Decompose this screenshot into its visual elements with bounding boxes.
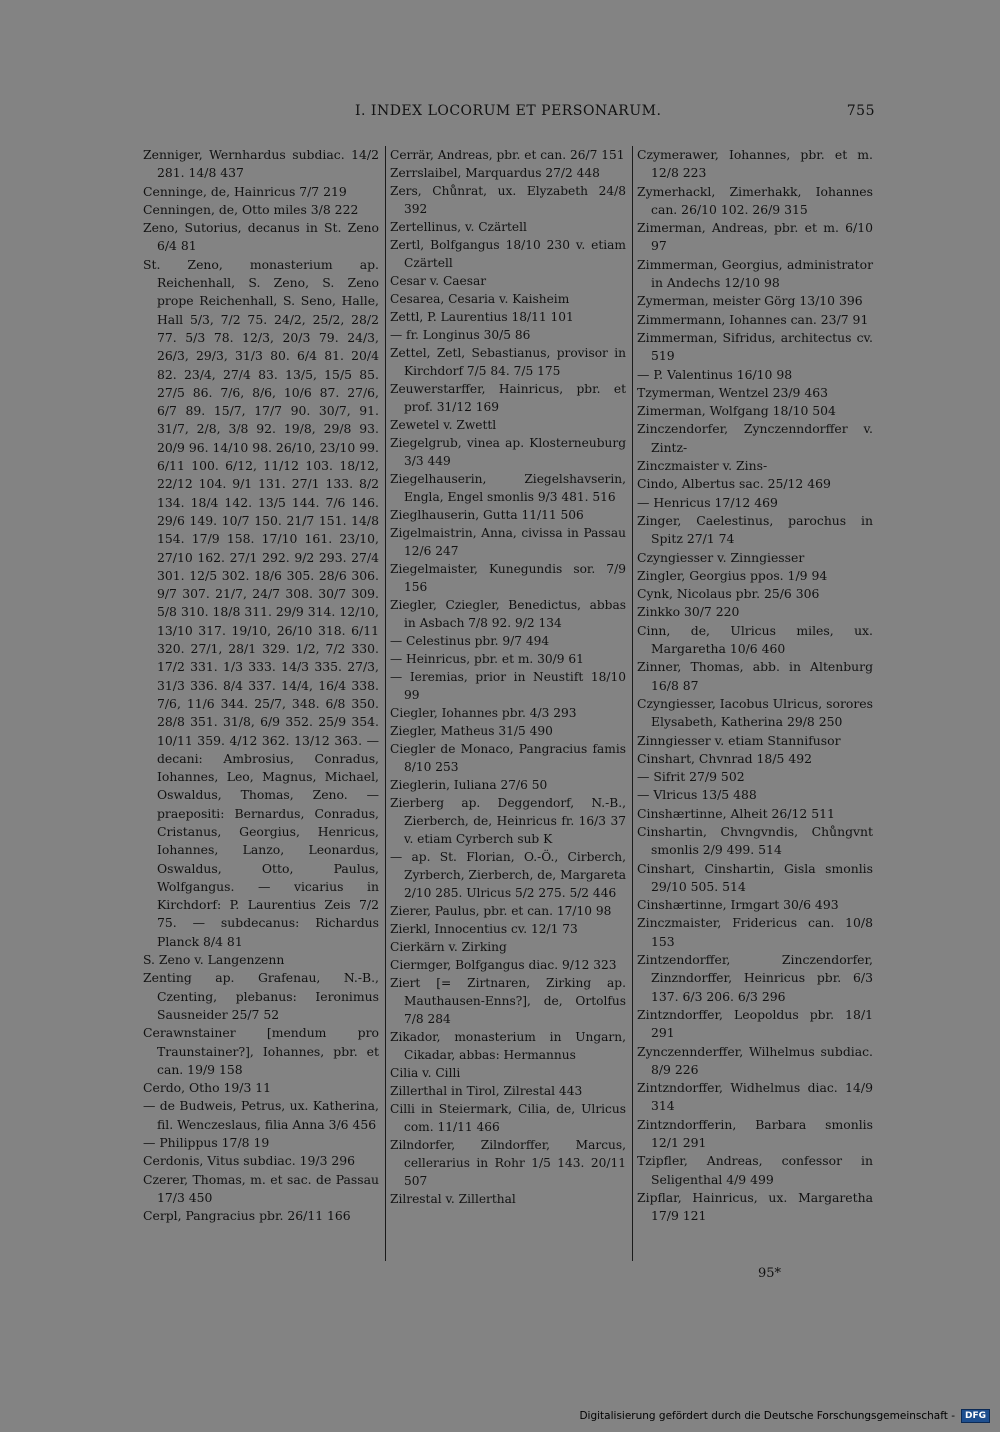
index-entry: Zimmerman, Sifridus, architectus cv. 519	[637, 329, 873, 364]
index-entry: Zettl, P. Laurentius 18/11 101	[390, 310, 574, 324]
index-entry: — P. Valentinus 16/10 98	[637, 366, 793, 382]
index-entry: Zigelmaistrin, Anna, civissa in Passau 12/6 247	[390, 526, 626, 558]
index-entry: Zingler, Georgius ppos. 1/9 94	[637, 567, 828, 583]
index-entry: Ziegelmaister, Kunegundis sor. 7/9 156	[390, 562, 626, 594]
index-entry: Cinshart, Cinshartin, Gisla smonlis 29/10 505. 514	[637, 860, 873, 894]
index-entry: Ziegler, Cziegler, Benedictus, abbas in Asbach 7/8 92. 9/2 134	[390, 598, 626, 630]
index-entry: Zinczmaister v. Zins-	[637, 458, 768, 474]
signature-mark: 95*	[758, 1266, 782, 1281]
index-column-2	[390, 146, 626, 1208]
index-entry: Zinczendorfer, Zynczenndorffer v. Zintz-	[637, 421, 873, 455]
index-column-1	[143, 146, 379, 1226]
index-entry: Zieglerin, Iuliana 27/6 50	[390, 778, 548, 792]
index-entry: St. Zeno, monasterium ap. Reichenhall, S. Zeno, S. Zeno prope Reichenhall, S. Seno, Halle, Hall 5/3, 7/2 75. 24/2, 25/2, 28/2 77. 5/3 78. 12/3, 20/3 79. 24/3, 26/3, 29/3, 31/3 80. 6/4 81. 20/4 82. 23/4, 27/4 83. 13/5, 15/5 85. 27/5 86. 7/6, 8/6, 10/6 87. 27/6, 6/7 89. 15/7, 17/7 90. 30/7, 91. 31/7, 2/8, 3/8 92. 19/8, 29/8 93. 20/9 96. 14/10 98. 26/10, 23/10 99. 6/11 100. 6/12, 11/12 103. 18/12, 22/12 104. 9/1 131. 27/1 133. 8/2 134. 18/4 142. 13/5 144. 7/6 146. 29/6 149. 10/7 150. 21/7 151. 14/8 154. 17/9 158. 17/10 161. 23/10, 27/10 162. 27/1 292. 9/2 293. 27/4 301. 12/5 302. 18/6 305. 28/6 306. 9/7 307. 21/7, 24/7 308. 30/7 309. 5/8 310. 18/8 311. 29/9 314. 12/10, 13/10 317. 19/10, 26/10 318. 6/11 320. 27/1, 28/1 329. 1/2, 7/2 330. 17/2 331. 1/3 333. 14/3 335. 27/3, 31/3 336. 8/4 337. 14/4, 16/4 338. 7/6, 11/6 344. 25/7, 348. 6/8 350. 28/8 351. 31/8, 6/9 352. 25/9 354. 10/11 359. 4/12 362. 13/12 363. — decani: Ambrosius, Conradus, Iohannes, Leo, Magnus, Michael, Oswaldus, Thomas, Zeno. — praepositi: Bernardus, Conradus, Cristanus, Georgius, Henricus, Iohannes, Lanzo, Leonardus, Oswaldus, Otto, Paulus, Wolfgangus. — vicarius in Kirchdorf: P. Laurentius Zeis 7/2 75. — subdecanus: Richardus Planck 8/4 81	[143, 256, 379, 949]
index-entry: Cinshærtinne, Alheit 26/12 511	[637, 805, 835, 821]
index-entry: Zynczennderffer, Wilhelmus subdiac. 8/9 226	[637, 1043, 873, 1077]
index-entry: — de Budweis, Petrus, ux. Katherina, fil. Wenczeslaus, filia Anna 3/6 456	[143, 1098, 379, 1132]
index-entry: Zenniger, Wernhardus subdiac. 14/2 281. 14/8 437	[143, 147, 379, 181]
index-entry: Zilndorfer, Zilndorffer, Marcus, cellerarius in Rohr 1/5 143. 20/11 507	[390, 1138, 626, 1188]
index-entry: Zintzndorfferin, Barbara smonlis 12/1 291	[637, 1116, 873, 1151]
column-rule-left	[385, 146, 386, 1261]
index-entry: — Heinricus, pbr. et m. 30/9 61	[390, 652, 584, 666]
index-entry: — Vlricus 13/5 488	[637, 787, 757, 803]
column-rule-right	[632, 146, 633, 1261]
index-entry: Zers, Chůnrat, ux. Elyzabeth 24/8 392	[390, 184, 626, 216]
index-entry: Zierkl, Innocentius cv. 12/1 73	[390, 922, 578, 936]
index-entry: Ziegelgrub, vinea ap. Klosterneuburg 3/3 449	[390, 436, 626, 468]
index-entry: Zimerman, Andreas, pbr. et m. 6/10 97	[637, 220, 873, 254]
index-entry: Cesar v. Caesar	[390, 274, 487, 288]
index-entry: Czyngiesser v. Zinngiesser	[637, 549, 805, 565]
index-entry: Zimmermann, Iohannes can. 23/7 91	[637, 311, 869, 327]
running-header	[140, 103, 875, 125]
index-entry: Cilli in Steiermark, Cilia, de, Ulricus com. 11/11 466	[390, 1102, 626, 1134]
index-entry: — fr. Longinus 30/5 86	[390, 328, 531, 342]
index-entry: Zeuwerstarffer, Hainricus, pbr. et prof. 31/12 169	[390, 382, 626, 414]
index-entry: Zymerman, meister Görg 13/10 396	[637, 293, 863, 309]
page-header-title: I. INDEX LOCORUM ET PERSONARUM.	[355, 103, 662, 119]
index-entry: — Celestinus pbr. 9/7 494	[390, 634, 550, 648]
index-entry: Ciermger, Bolfgangus diac. 9/12 323	[390, 958, 617, 972]
index-entry: Zinger, Caelestinus, parochus in Spitz 27/1 74	[637, 512, 873, 547]
index-entry: Czymerawer, Iohannes, pbr. et m. 12/8 223	[637, 147, 873, 181]
index-entry: Zymerhackl, Zimerhakk, Iohannes can. 26/10 102. 26/9 315	[637, 183, 873, 217]
index-entry: Zerrslaibel, Marquardus 27/2 448	[390, 166, 600, 180]
index-entry: Zimmerman, Georgius, administrator in Andechs 12/10 98	[637, 256, 873, 291]
index-entry: — Henricus 17/12 469	[637, 494, 778, 510]
index-entry: Cierkärn v. Zirking	[390, 940, 507, 954]
index-entry: Zettel, Zetl, Sebastianus, provisor in Kirchdorf 7/5 84. 7/5 175	[390, 346, 626, 378]
index-entry: Czyngiesser, Iacobus Ulricus, sorores Elysabeth, Katherina 29/8 250	[637, 695, 873, 730]
index-entry: Zintzndorffer, Widhelmus diac. 14/9 314	[637, 1080, 873, 1114]
funding-footer	[579, 1407, 990, 1425]
index-entry: Zierberg ap. Deggendorf, N.-B., Zierberch, de, Heinricus fr. 16/3 37 v. etiam Cyrberch sub K	[390, 796, 626, 846]
index-entry: Zertl, Bolfgangus 18/10 230 v. etiam Czärtell	[390, 238, 626, 270]
index-entry: Zipflar, Hainricus, ux. Margaretha 17/9 121	[637, 1189, 873, 1224]
index-entry: Cinshartin, Chvngvndis, Chůngvnt smonlis 2/9 499. 514	[637, 823, 873, 858]
index-entry: Cinshærtinne, Irmgart 30/6 493	[637, 897, 839, 913]
index-entry: Ziegelhauserin, Ziegelshavserin, Engla, Engel smonlis 9/3 481. 516	[390, 472, 626, 504]
index-entry: Zikador, monasterium in Ungarn, Cikadar, abbas: Hermannus	[390, 1030, 626, 1062]
index-entry: Cerrär, Andreas, pbr. et can. 26/7 151	[390, 148, 625, 162]
index-entry: Zintzndorffer, Leopoldus pbr. 18/1 291	[637, 1006, 873, 1041]
index-entry: Zimerman, Wolfgang 18/10 504	[637, 403, 836, 419]
funding-text: Digitalisierung gefördert durch die Deutsche Forschungsgemeinschaft -	[579, 1410, 955, 1422]
index-entry: Zinngiesser v. etiam Stannifusor	[637, 732, 841, 748]
index-entry: S. Zeno v. Langenzenn	[143, 952, 285, 968]
index-entry: Cilia v. Cilli	[390, 1066, 461, 1080]
index-entry: — ap. St. Florian, O.-Ö., Cirberch, Zyrberch, Zierberch, de, Margareta 2/10 285. Ulricus 5/2 275. 5/2 446	[390, 850, 626, 900]
index-entry: Tzymerman, Wentzel 23/9 463	[637, 384, 828, 400]
index-entry: Cenningen, de, Otto miles 3/8 222	[143, 201, 359, 217]
index-entry: Zinner, Thomas, abb. in Altenburg 16/8 87	[637, 659, 873, 693]
index-entry: Zilrestal v. Zillerthal	[390, 1192, 516, 1206]
index-entry: Cinshart, Chvnrad 18/5 492	[637, 750, 812, 766]
index-entry: Zinczmaister, Fridericus can. 10/8 153	[637, 915, 873, 949]
index-entry: Cynk, Nicolaus pbr. 25/6 306	[637, 586, 820, 602]
index-entry: Zertellinus, v. Czärtell	[390, 220, 527, 234]
dfg-logo: DFG	[961, 1409, 990, 1423]
index-entry: Cindo, Albertus sac. 25/12 469	[637, 476, 831, 492]
index-entry: — Philippus 17/8 19	[143, 1135, 270, 1151]
index-entry: Zintzendorffer, Zinczendorfer, Zinzndorffer, Heinricus pbr. 6/3 137. 6/3 206. 6/3 296	[637, 952, 873, 1004]
index-entry: Zenting ap. Grafenau, N.-B., Czenting, plebanus: Ieronimus Sausneider 25/7 52	[143, 970, 379, 1022]
index-entry: Zinkko 30/7 220	[637, 604, 740, 620]
index-entry: Zeno, Sutorius, decanus in St. Zeno 6/4 81	[143, 220, 379, 254]
index-entry: Ziegler, Matheus 31/5 490	[390, 724, 553, 738]
index-entry: Zieglhauserin, Gutta 11/11 506	[390, 508, 584, 522]
index-entry: Cenninge, de, Hainricus 7/7 219	[143, 183, 347, 199]
index-entry: Cerdonis, Vitus subdiac. 19/3 296	[143, 1153, 356, 1169]
index-entry: — Sifrit 27/9 502	[637, 769, 745, 785]
index-entry: Zewetel v. Zwettl	[390, 418, 497, 432]
index-entry: Zierer, Paulus, pbr. et can. 17/10 98	[390, 904, 612, 918]
index-entry: Ziert [= Zirtnaren, Zirking ap. Mauthausen-Enns?], de, Ortolfus 7/8 284	[390, 976, 626, 1026]
index-entry: Czerer, Thomas, m. et sac. de Passau 17/3 450	[143, 1171, 379, 1205]
index-entry: Cesarea, Cesaria v. Kaisheim	[390, 292, 570, 306]
index-entry: Ciegler, Iohannes pbr. 4/3 293	[390, 706, 577, 720]
page-number: 755	[846, 103, 875, 119]
index-entry: Cerdo, Otho 19/3 11	[143, 1080, 272, 1096]
index-column-3	[637, 146, 873, 1226]
index-entry: Cerawnstainer [mendum pro Traunstainer?], Iohannes, pbr. et can. 19/9 158	[143, 1025, 379, 1077]
index-entry: Ciegler de Monaco, Pangracius famis 8/10 253	[390, 742, 626, 774]
index-entry: Zillerthal in Tirol, Zilrestal 443	[390, 1084, 583, 1098]
index-entry: Cinn, de, Ulricus miles, ux. Margaretha 10/6 460	[637, 622, 873, 657]
index-entry: Cerpl, Pangracius pbr. 26/11 166	[143, 1208, 351, 1224]
index-entry: — Ieremias, prior in Neustift 18/10 99	[390, 670, 626, 702]
index-entry: Tzipfler, Andreas, confessor in Seligenthal 4/9 499	[637, 1153, 873, 1187]
